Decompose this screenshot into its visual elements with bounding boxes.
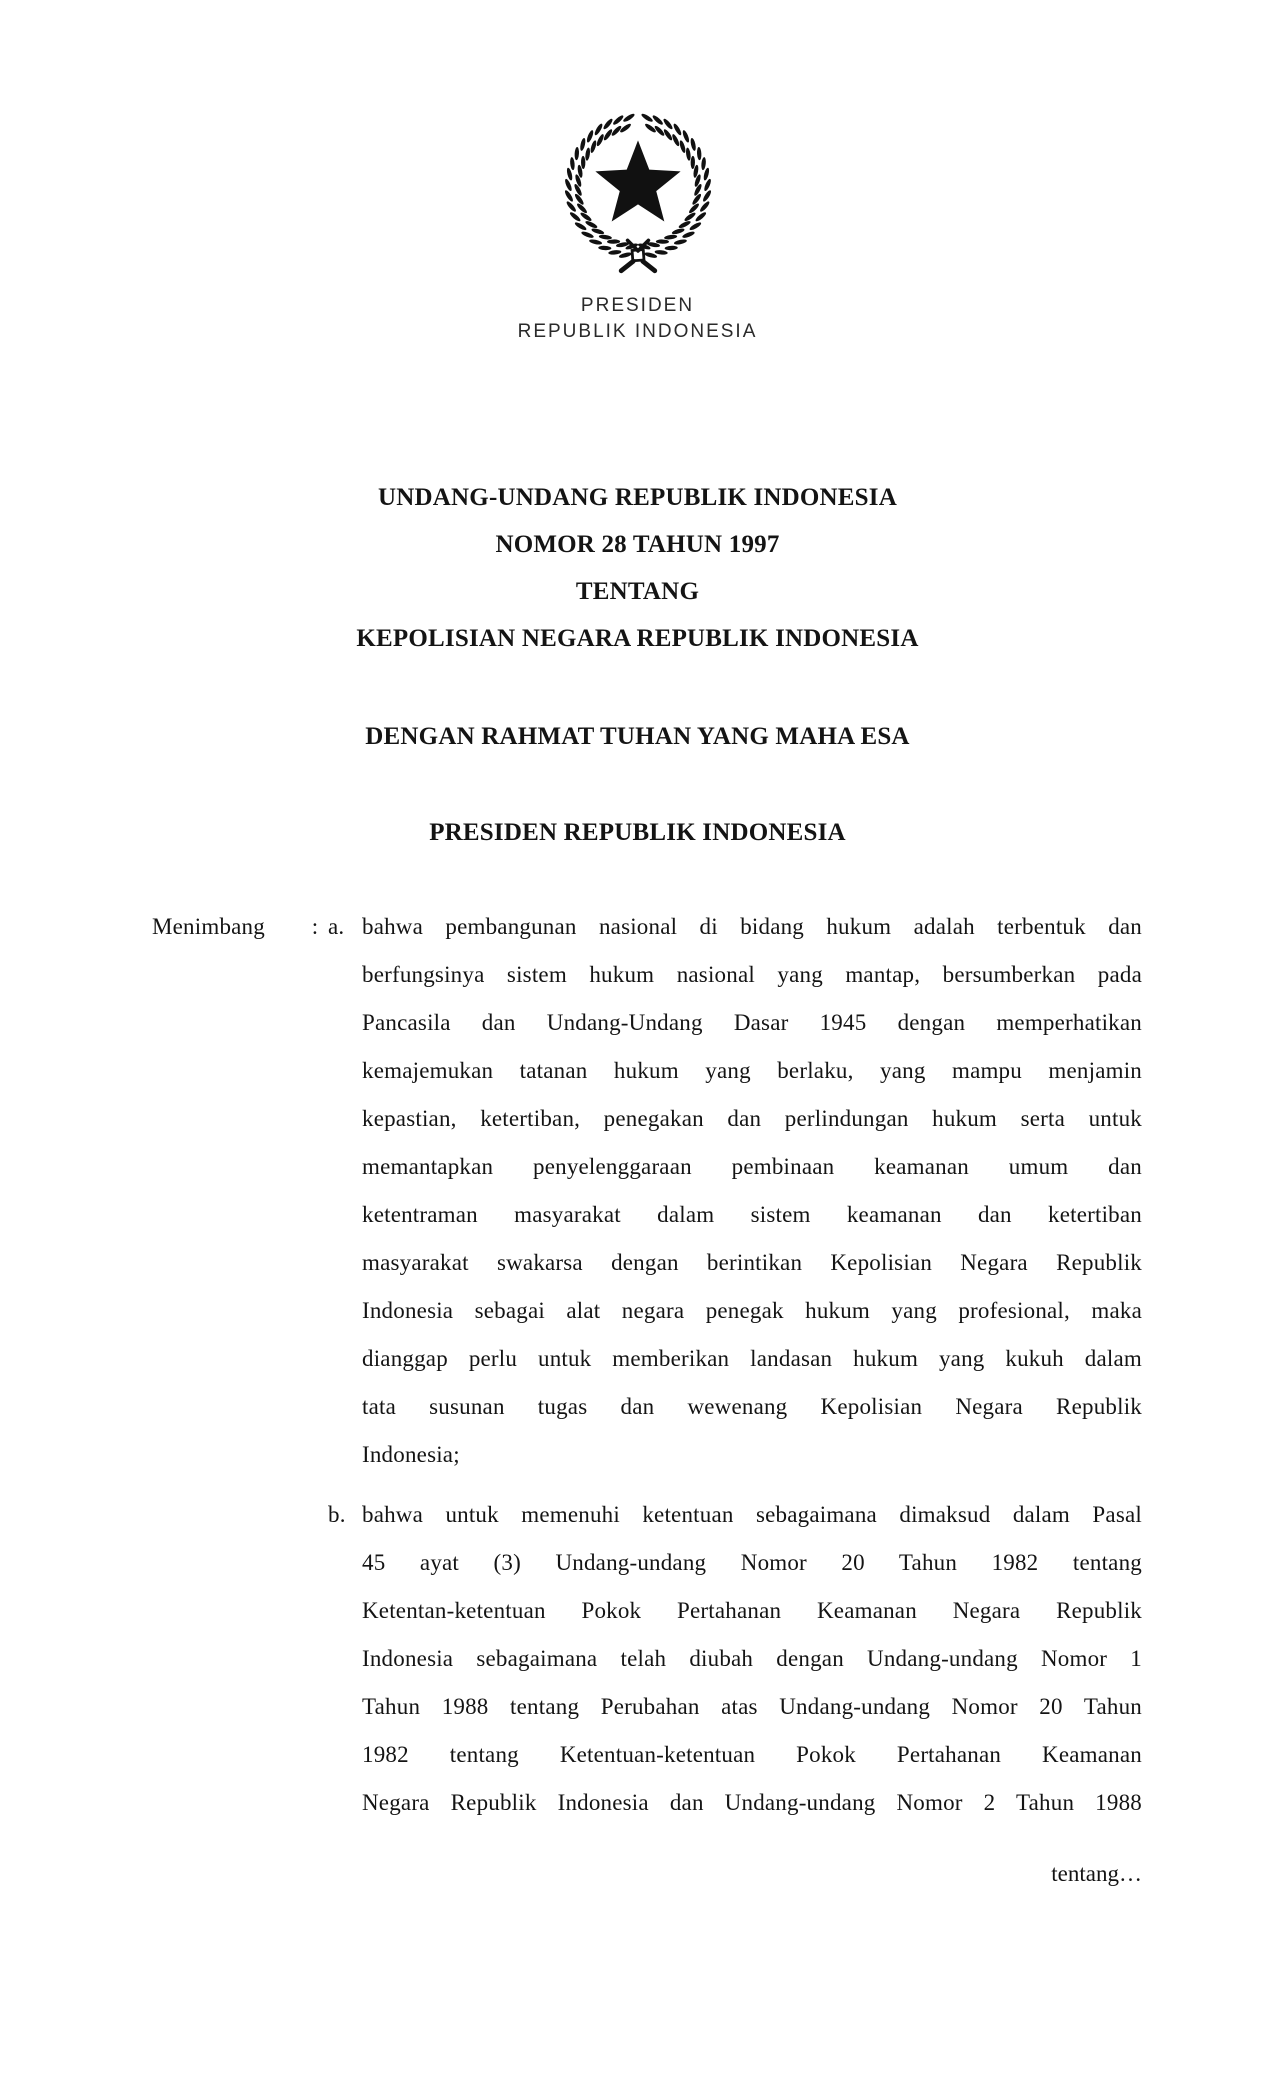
text-line: Indonesia sebagaimana telah diubah dengan Undang-undang Nomor 1 bbox=[362, 1646, 1142, 1671]
star-icon bbox=[595, 140, 680, 221]
consideration-item-text bbox=[362, 1491, 1142, 1827]
law-title-line-3: TENTANG bbox=[575, 578, 700, 605]
consideration-item bbox=[328, 1491, 1142, 1827]
law-title-line-4: KEPOLISIAN NEGARA REPUBLIK INDONESIA bbox=[356, 625, 919, 652]
agency-line-2: REPUBLIK INDONESIA bbox=[517, 321, 758, 342]
invocation-line: DENGAN RAHMAT TUHAN YANG MAHA ESA bbox=[365, 723, 910, 750]
law-title-line-2: NOMOR 28 TAHUN 1997 bbox=[495, 531, 780, 558]
text-line: 1982 tentang Ketentuan-ketentuan Pokok Pertahanan Keamanan bbox=[362, 1742, 1142, 1767]
law-title-line-1: UNDANG-UNDANG REPUBLIK INDONESIA bbox=[378, 484, 897, 511]
presidential-seal bbox=[550, 102, 726, 278]
agency-line-1: PRESIDEN bbox=[580, 295, 695, 316]
text-line: masyarakat swakarsa dengan berintikan Kepolisian Negara Republik bbox=[362, 1250, 1142, 1275]
consideration-item-text bbox=[362, 903, 1142, 1479]
text-line: Ketentan-ketentuan Pokok Pertahanan Keamanan Negara Republik bbox=[362, 1598, 1142, 1623]
considerations-label: Menimbang bbox=[152, 914, 265, 939]
text-line: kepastian, ketertiban, penegakan dan perlindungan hukum serta untuk bbox=[362, 1106, 1142, 1131]
text-line: bahwa untuk memenuhi ketentuan sebagaimana dimaksud dalam Pasal bbox=[362, 1502, 1142, 1527]
considerations-section bbox=[152, 903, 1142, 1827]
text-line: kemajemukan tatanan hukum yang berlaku, yang mampu menjamin bbox=[362, 1058, 1142, 1083]
issuer-line: PRESIDEN REPUBLIK INDONESIA bbox=[429, 819, 846, 846]
text-line: tata susunan tugas dan wewenang Kepolisian Negara Republik bbox=[362, 1394, 1142, 1419]
consideration-item bbox=[328, 903, 1142, 1479]
text-line: Negara Republik Indonesia dan Undang-undang Nomor 2 Tahun 1988 bbox=[362, 1790, 1142, 1815]
text-line: dianggap perlu untuk memberikan landasan hukum yang kukuh dalam bbox=[362, 1346, 1142, 1371]
text-line: Indonesia; bbox=[362, 1442, 460, 1467]
star-wreath-icon bbox=[550, 102, 726, 278]
consideration-items bbox=[328, 903, 1142, 1827]
considerations-separator: : bbox=[311, 914, 319, 939]
text-line: Indonesia sebagai alat negara penegak hukum yang profesional, maka bbox=[362, 1298, 1142, 1323]
catchword: tentang… bbox=[1051, 1861, 1142, 1886]
text-line: bahwa pembangunan nasional di bidang hukum adalah terbentuk dan bbox=[362, 914, 1142, 939]
consideration-item-marker: b. bbox=[328, 1502, 346, 1527]
text-line: Pancasila dan Undang-Undang Dasar 1945 dengan memperhatikan bbox=[362, 1010, 1142, 1035]
text-line: memantapkan penyelenggaraan pembinaan keamanan umum dan bbox=[362, 1154, 1142, 1179]
agency-heading bbox=[0, 293, 1275, 345]
law-title bbox=[0, 474, 1275, 662]
text-line: 45 ayat (3) Undang-undang Nomor 20 Tahun 1982 tentang bbox=[362, 1550, 1142, 1575]
consideration-item-marker: a. bbox=[328, 914, 345, 939]
text-line: ketentraman masyarakat dalam sistem keamanan dan ketertiban bbox=[362, 1202, 1142, 1227]
text-line: berfungsinya sistem hukum nasional yang mantap, bersumberkan pada bbox=[362, 962, 1142, 987]
text-line: Tahun 1988 tentang Perubahan atas Undang-undang Nomor 20 Tahun bbox=[362, 1694, 1142, 1719]
